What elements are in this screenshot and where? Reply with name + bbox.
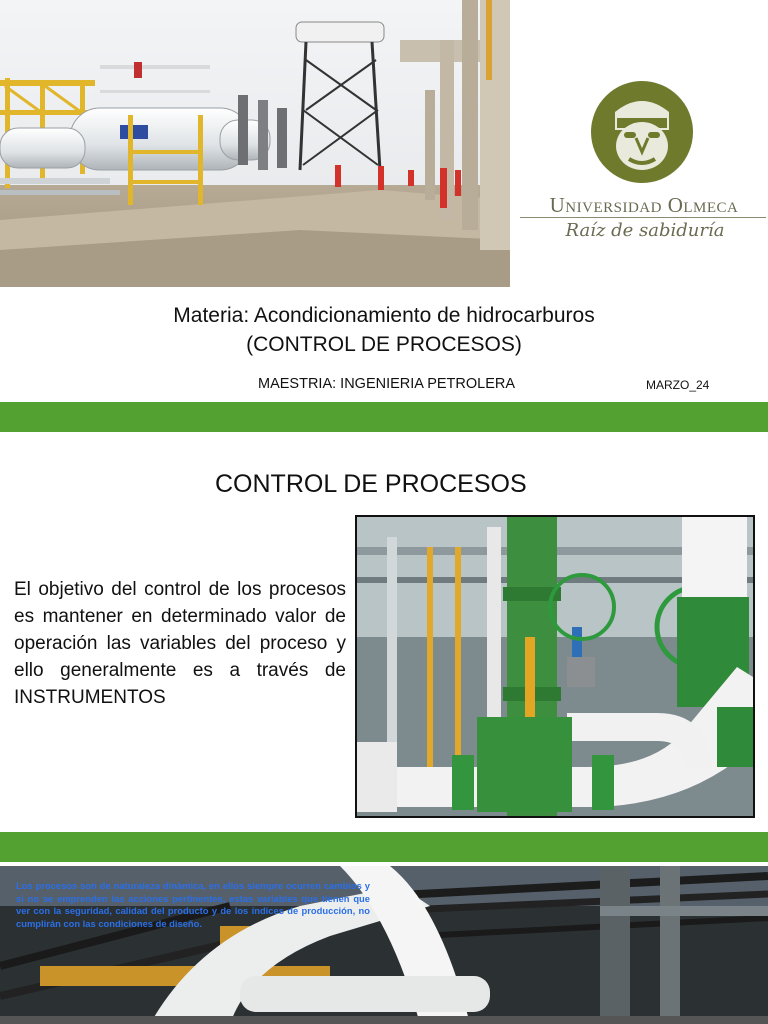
slide-divider-bar xyxy=(0,832,768,862)
dynamics-slide xyxy=(0,866,768,1024)
valves-piping-photo xyxy=(355,515,755,818)
processing-plant-photo xyxy=(0,0,510,287)
university-motto: Raíz de sabiduría xyxy=(565,220,725,241)
university-name: Universidad Olmeca xyxy=(549,193,739,217)
program-label: MAESTRIA: INGENIERIA PETROLERA xyxy=(258,376,516,392)
date-label: MARZO_24 xyxy=(646,378,710,392)
olmec-head-icon xyxy=(615,101,669,170)
title-slide xyxy=(0,0,768,402)
slide-body-text: Los procesos son de naturaleza dinámica, en ellos siempre ocurren cambios y si no se emprenden las acciones pertinentes, estas variables que tienen que ver con la seguridad, calidad del producto y de los índices de producción, no cumplirán con las condiciones de diseño. xyxy=(16,880,370,929)
subject-subtitle: (CONTROL DE PROCESOS) xyxy=(246,333,522,356)
slide-title: CONTROL DE PROCESOS xyxy=(215,470,527,498)
subject-title: Materia: Acondicionamiento de hidrocarburos xyxy=(173,304,595,327)
slide-body-text: El objetivo del control de los procesos es mantener en determinado valor de operación las variables del proceso y ello generalmente es a través de INSTRUMENTOS xyxy=(14,579,346,708)
slide-divider-bar xyxy=(0,402,768,432)
logo-divider xyxy=(520,217,766,218)
